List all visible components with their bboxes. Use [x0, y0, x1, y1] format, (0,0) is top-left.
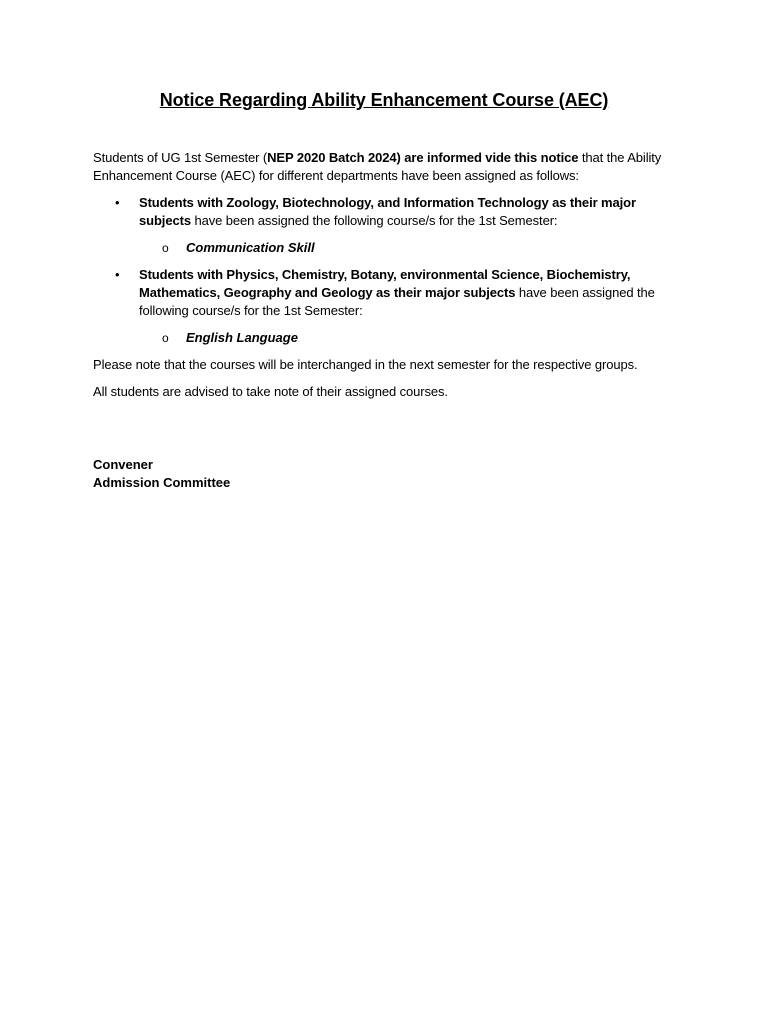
- group-1-text: [139, 194, 683, 230]
- group-1-subjects: Students with Zoology, Biotechnology, and Information Technology as their major subjects: [139, 195, 636, 228]
- sub-bullet-icon: o: [162, 331, 169, 345]
- signature-role: Convener: [93, 457, 153, 472]
- group-2-subjects: Students with Physics, Chemistry, Botany, environmental Science, Biochemistry, Mathematics, Geography and Geology as their major subjects: [139, 267, 631, 300]
- signature-committee: Admission Committee: [93, 475, 231, 490]
- intro-paragraph: [93, 149, 683, 185]
- bullet-icon: •: [115, 267, 120, 282]
- advice-note: All students are advised to take note of their assigned courses.: [93, 384, 448, 399]
- signature-block: [93, 456, 230, 492]
- bullet-icon: •: [115, 195, 120, 210]
- intro-text-start: Students of UG 1st Semester (: [93, 150, 268, 165]
- intro-text-end: that the Ability Enhancement Course (AEC) for different departments have been assigned as follows:: [93, 150, 662, 183]
- group-2-course: English Language: [186, 330, 298, 345]
- notice-title: Notice Regarding Ability Enhancement Course (AEC): [159, 90, 609, 110]
- interchange-note: Please note that the courses will be interchanged in the next semester for the respective groups.: [93, 357, 638, 372]
- group-2-text: [139, 266, 683, 320]
- intro-text-bold: NEP 2020 Batch 2024) are informed vide this notice: [267, 150, 579, 165]
- sub-bullet-icon: o: [162, 241, 169, 255]
- group-1-course: Communication Skill: [186, 240, 315, 255]
- group-1-description: have been assigned the following course/s for the 1st Semester:: [190, 213, 558, 228]
- group-2-description: have been assigned the following course/s for the 1st Semester:: [139, 285, 655, 318]
